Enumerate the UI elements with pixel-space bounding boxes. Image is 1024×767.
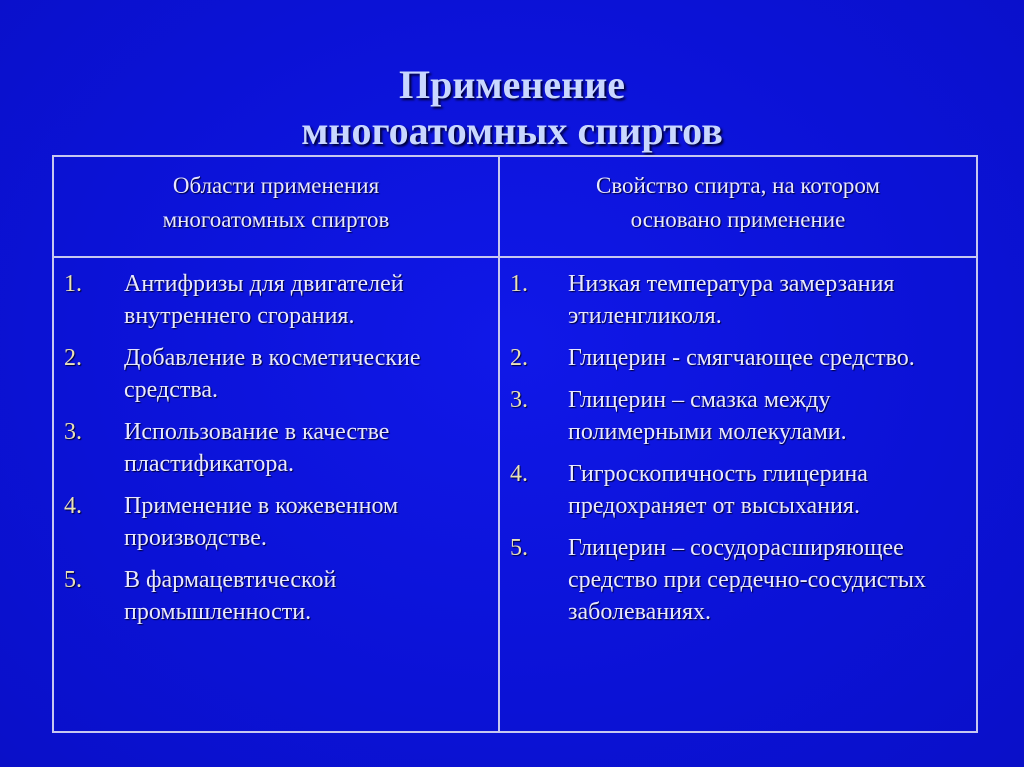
list-number: 2. (64, 345, 82, 371)
applications-list (54, 268, 498, 628)
header-right-line-2: основано применение (630, 207, 846, 232)
table-body-row (53, 257, 977, 732)
list-text: Глицерин – смазка между полимерными молекулами. (568, 387, 847, 445)
header-right-line-1: Свойство спирта, на котором (596, 173, 880, 198)
list-text: Использование в качестве пластификатора. (124, 419, 390, 477)
header-left (53, 156, 499, 257)
header-left-line-2: многоатомных спиртов (162, 207, 390, 232)
list-number: 5. (510, 535, 528, 561)
list-text: Антифризы для двигателей внутреннего сгорания. (124, 271, 404, 329)
list-number: 3. (64, 419, 82, 445)
list-number: 5. (64, 567, 82, 593)
list-item (54, 564, 498, 628)
slide-title (0, 62, 1024, 154)
list-text: В фармацевтической промышленности. (124, 567, 337, 625)
list-text: Применение в кожевенном производстве. (124, 493, 399, 551)
list-number: 4. (64, 493, 82, 519)
title-line-1: Применение (398, 62, 626, 107)
list-item (500, 342, 976, 374)
list-number: 3. (510, 387, 528, 413)
list-item (500, 458, 976, 522)
list-number: 1. (510, 271, 528, 297)
list-item (500, 384, 976, 448)
list-number: 1. (64, 271, 82, 297)
title-line-2: многоатомных спиртов (301, 108, 723, 153)
table-header-row (53, 156, 977, 257)
list-text: Низкая температура замерзания этиленгликоля. (568, 271, 895, 329)
list-text: Глицерин - смягчающее средство. (568, 345, 915, 371)
list-item (500, 268, 976, 332)
properties-column (499, 257, 977, 732)
list-text: Добавление в косметические средства. (124, 345, 421, 403)
list-number: 2. (510, 345, 528, 371)
applications-column (53, 257, 499, 732)
list-item (54, 416, 498, 480)
list-item (54, 490, 498, 554)
list-item (54, 268, 498, 332)
list-number: 4. (510, 461, 528, 487)
list-text: Гигроскопичность глицерина предохраняет от высыхания. (568, 461, 868, 519)
properties-list (500, 268, 976, 628)
applications-table (52, 155, 978, 733)
header-left-line-1: Области применения (172, 173, 380, 198)
list-text: Глицерин – сосудорасширяющее средство при сердечно-сосудистых заболеваниях. (568, 535, 927, 625)
list-item (54, 342, 498, 406)
header-right (499, 156, 977, 257)
list-item (500, 532, 976, 628)
